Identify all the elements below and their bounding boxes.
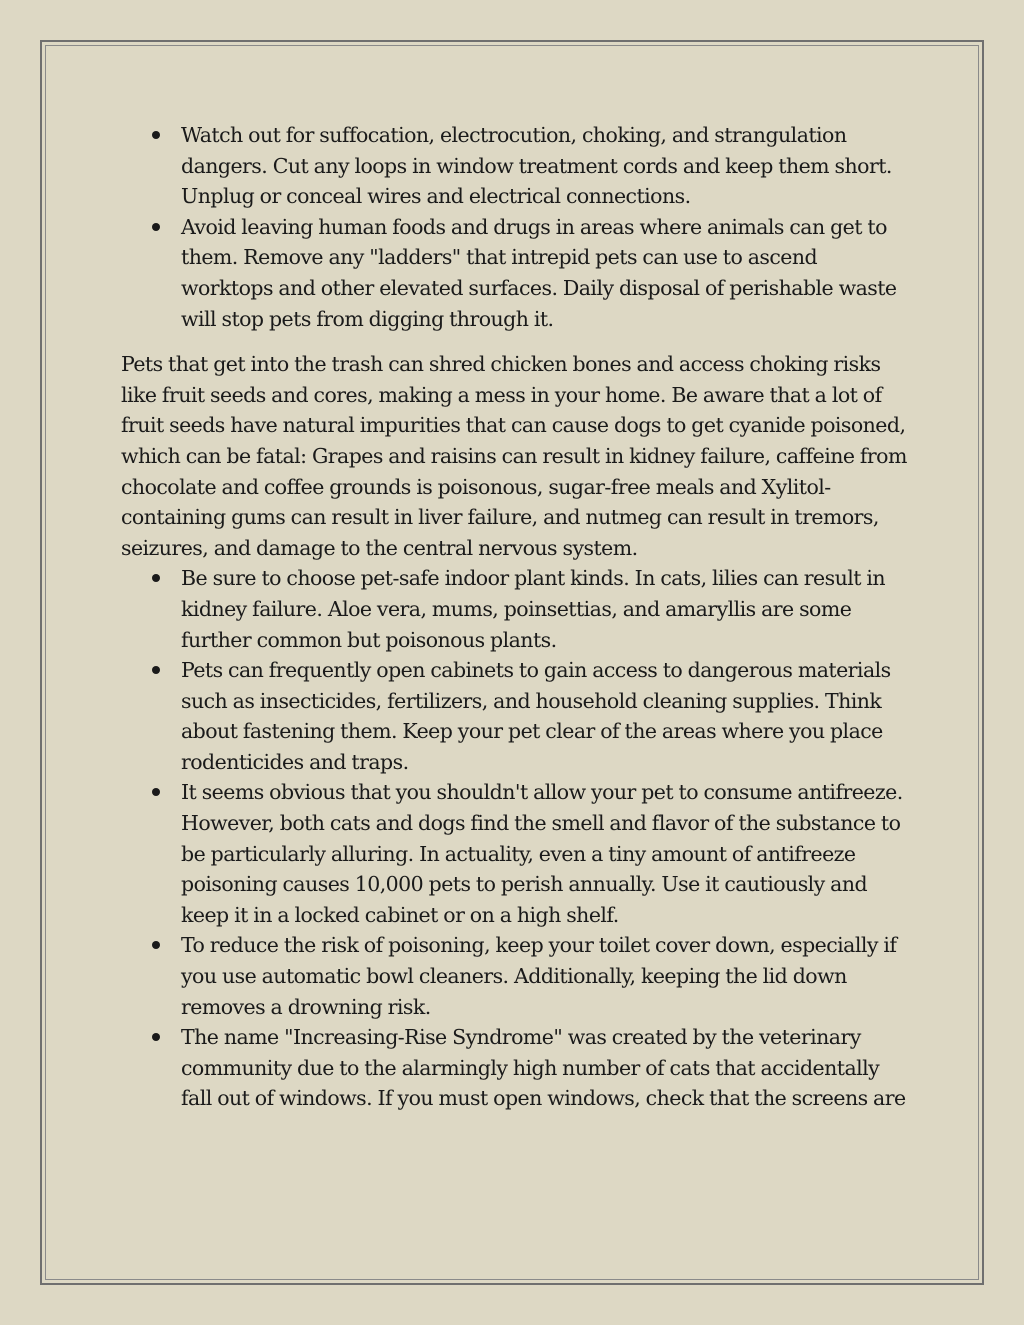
list-item	[121, 212, 911, 334]
bullet-icon	[152, 131, 160, 139]
document-content	[121, 120, 911, 1114]
list-item-text: Avoid leaving human foods and drugs in areas where animals can get to them. Remove any "ladders" that intrepid pets can use to ascend worktops and other elevated surfaces. Daily disposal of perishable waste will stop pets from digging through it.	[181, 214, 897, 331]
bullet-icon	[152, 941, 160, 949]
list-item	[121, 777, 911, 930]
list-item	[121, 563, 911, 655]
bullet-icon	[152, 1033, 160, 1041]
list-item-text: To reduce the risk of poisoning, keep your toilet cover down, especially if you use automatic bowl cleaners. Additionally, keeping the lid down removes a drowning risk.	[181, 933, 897, 1019]
list-item	[121, 930, 911, 1022]
bullet-icon	[152, 223, 160, 231]
list-item-text: Pets can frequently open cabinets to gain access to dangerous materials such as insecticides, fertilizers, and household cleaning supplies. Think about fastening them. Keep your pet clear of the areas where you place rodenticides and traps.	[181, 658, 891, 774]
body-paragraph: Pets that get into the trash can shred chicken bones and access choking risks like fruit seeds and cores, making a mess in your home. Be aware that a lot of fruit seeds have natural impurities that can cause dogs to get cyanide poisoned, which can be fatal: Grapes and raisins can result in kidney failure, caffeine from chocolate and coffee grounds is poisonous, sugar-free meals and Xylitol-containing gums can result in liver failure, and nutmeg can result in tremors, seizures, and damage to the central nervous system.	[121, 352, 907, 560]
list-item-text: The name "Increasing-Rise Syndrome" was created by the veterinary community due to the alarmingly high number of cats that accidentally fall out of windows. If you must open windows, check that the screens are	[181, 1025, 906, 1111]
bullet-list-top	[121, 120, 911, 334]
bullet-icon	[152, 574, 160, 582]
list-item	[121, 120, 911, 212]
list-item-text: Watch out for suffocation, electrocution, choking, and strangulation dangers. Cut any loops in window treatment cords and keep them short. Unplug or conceal wires and electrical connections.	[181, 123, 892, 209]
list-item	[121, 1022, 911, 1114]
list-item-text: Be sure to choose pet-safe indoor plant kinds. In cats, lilies can result in kidney failure. Aloe vera, mums, poinsettias, and amaryllis are some further common but poisonous plants.	[181, 566, 886, 652]
bullet-list-bottom	[121, 563, 911, 1114]
list-item	[121, 655, 911, 777]
bullet-icon	[152, 666, 160, 674]
bullet-icon	[152, 788, 160, 796]
list-item-text: It seems obvious that you shouldn't allow your pet to consume antifreeze. However, both cats and dogs find the smell and flavor of the substance to be particularly alluring. In actuality, even a tiny amount of antifreeze poisoning causes 10,000 pets to perish annually. Use it cautiously and keep it in a locked cabinet or on a high shelf.	[181, 780, 903, 927]
